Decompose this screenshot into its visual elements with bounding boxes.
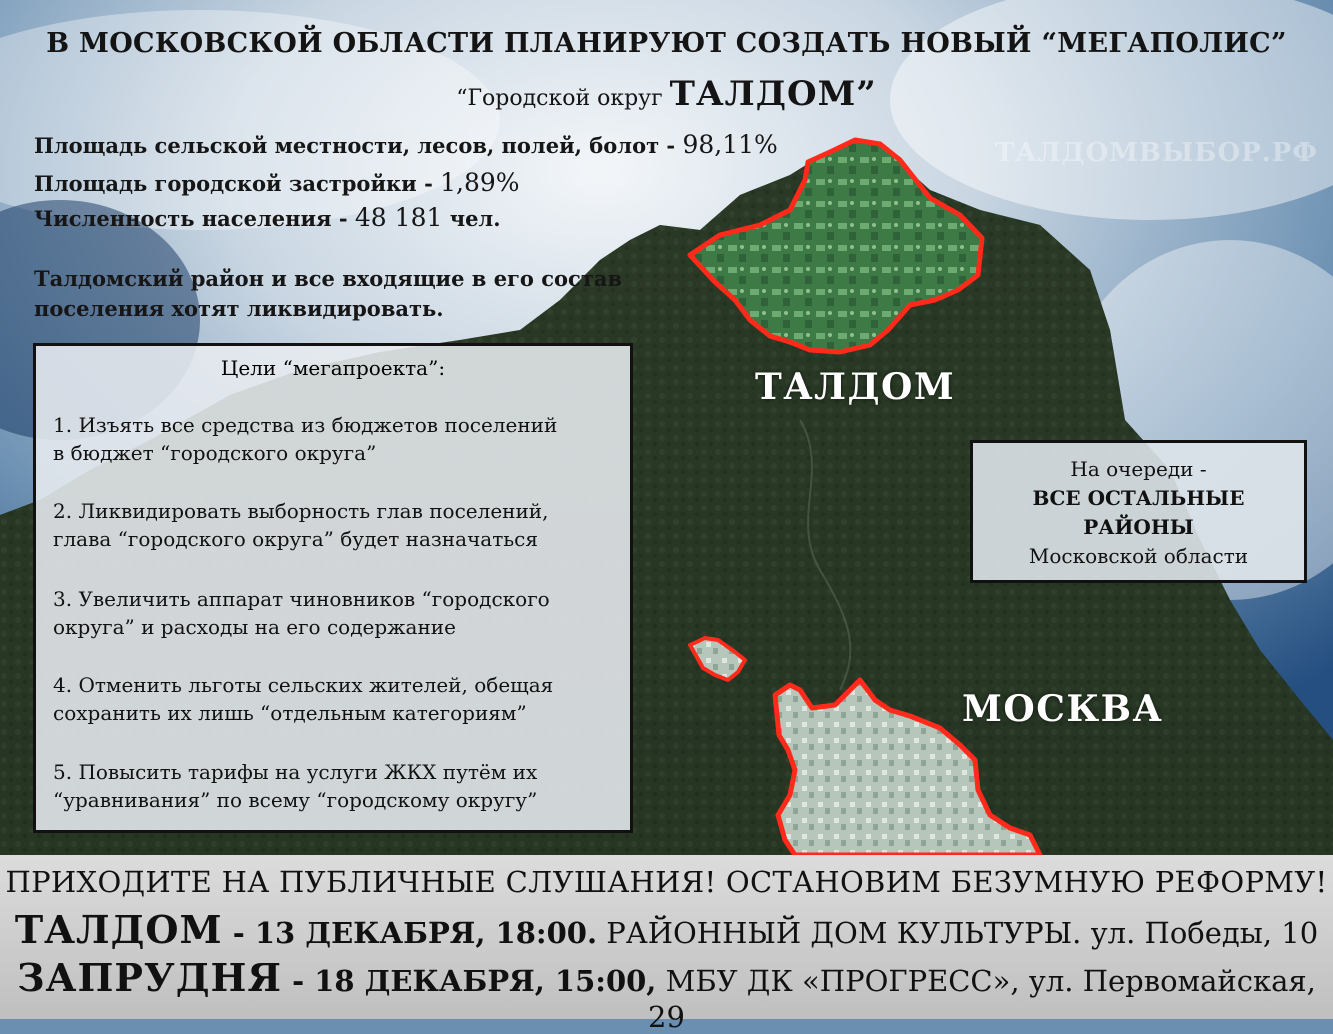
goal-item-1 <box>53 411 628 467</box>
notice-line-2: поселения хотят ликвидировать. <box>34 296 444 321</box>
stat-rural-label: Площадь сельской местности, лесов, полей, болот - <box>34 133 683 158</box>
liquidation-notice <box>34 264 622 324</box>
stat-urban-label: Площадь городской застройки - <box>34 171 441 196</box>
watermark: ТАЛДОМВЫБОР.РФ <box>995 138 1318 168</box>
goal-item-3 <box>53 585 628 641</box>
goal-item-5-line-1: 5. Повысить тарифы на услуги ЖКХ путём их <box>53 760 538 784</box>
map-label-taldom: ТАЛДОМ <box>755 366 956 408</box>
goal-item-3-line-2: округа” и расходы на его содержание <box>53 615 456 639</box>
goals-panel <box>33 343 633 833</box>
stat-urban-value: 1,89% <box>440 168 520 197</box>
event-taldom <box>0 907 1333 952</box>
queue-line-2: ВСЕ ОСТАЛЬНЫЕ <box>1032 486 1245 510</box>
stat-population-label: Численность населения - <box>34 206 355 231</box>
stat-urban-area <box>34 168 520 197</box>
goal-item-5-line-2: “уравнивания” по всему “городскому округу” <box>53 788 538 812</box>
stat-rural-area <box>34 130 778 159</box>
goal-item-3-line-1: 3. Увеличить аппарат чиновников “городского <box>53 587 550 611</box>
stat-population-value: 48 181 <box>354 203 443 232</box>
next-in-line-panel <box>970 440 1307 583</box>
stat-rural-value: 98,11% <box>682 130 778 159</box>
goal-item-2 <box>53 497 628 553</box>
subheadline <box>0 74 1333 114</box>
goal-item-4 <box>53 671 628 727</box>
map-label-moscow: МОСКВА <box>962 688 1164 730</box>
headline: В МОСКОВСКОЙ ОБЛАСТИ ПЛАНИРУЮТ СОЗДАТЬ НОВЫЙ “МЕГАПОЛИС” <box>46 28 1287 59</box>
event-taldom-place: ТАЛДОМ <box>14 907 223 952</box>
goals-title: Цели “мегапроекта”: <box>220 356 446 380</box>
goal-item-4-line-2: сохранить их лишь “отдельным категориям” <box>53 701 527 725</box>
queue-line-3: РАЙОНЫ <box>1083 515 1194 539</box>
event-zaprudnya <box>0 955 1333 1034</box>
footer-band <box>0 855 1333 1034</box>
goal-item-1-line-2: в бюджет “городского округа” <box>53 441 377 465</box>
event-zaprudnya-place: ЗАПРУДНЯ <box>17 955 282 1000</box>
event-taldom-date: - 13 ДЕКАБРЯ, 18:00. <box>222 916 598 950</box>
event-taldom-venue: РАЙОННЫЙ ДОМ КУЛЬТУРЫ. ул. Победы, 10 <box>597 916 1319 950</box>
call-to-action: ПРИХОДИТЕ НА ПУБЛИЧНЫЕ СЛУШАНИЯ! ОСТАНОВИМ БЕЗУМНУЮ РЕФОРМУ! <box>5 865 1328 899</box>
notice-line-1: Талдомский район и все входящие в его состав <box>34 266 623 291</box>
goal-item-4-line-1: 4. Отменить льготы сельских жителей, обещая <box>53 673 554 697</box>
queue-line-4: Московской области <box>1028 544 1249 568</box>
subheadline-prefix: “Городской округ <box>456 86 663 111</box>
goal-item-5 <box>53 758 628 814</box>
event-zaprudnya-date: - 18 ДЕКАБРЯ, 15:00, <box>281 964 657 998</box>
queue-line-1: На очереди - <box>1070 457 1207 481</box>
goal-item-1-line-1: 1. Изъять все средства из бюджетов поселений <box>53 413 558 437</box>
goal-item-2-line-2: глава “городского округа” будет назначаться <box>53 527 538 551</box>
goal-item-2-line-1: 2. Ликвидировать выборность глав поселений, <box>53 499 549 523</box>
event-zaprudnya-venue: МБУ ДК «ПРОГРЕСС», ул. Первомайская, 29 <box>648 964 1316 1034</box>
stat-population-suffix: чел. <box>442 206 501 231</box>
stat-population <box>34 203 501 232</box>
subheadline-district: ТАЛДОМ” <box>669 74 877 114</box>
